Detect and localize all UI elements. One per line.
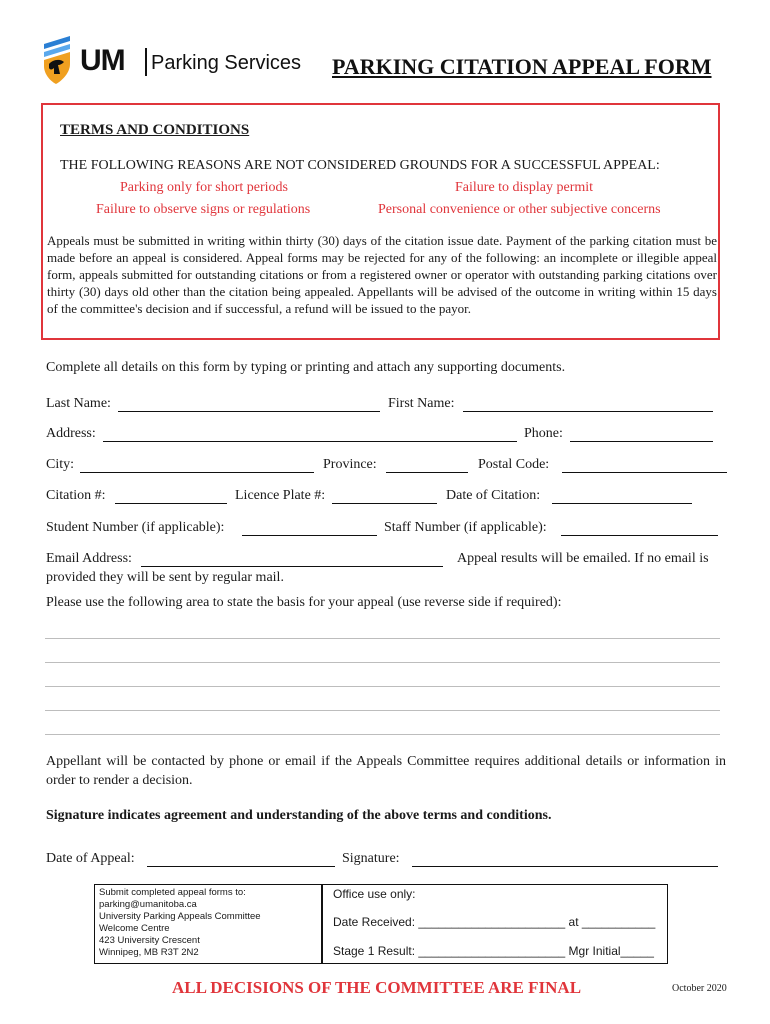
address-label: Address: (46, 426, 96, 441)
reason-item: Failure to display permit (455, 180, 594, 195)
form-title: PARKING CITATION APPEAL FORM (332, 54, 712, 79)
submit-line: 423 University Crescent (99, 935, 200, 946)
citation-field[interactable] (115, 503, 227, 504)
reason-item: Parking only for short periods (120, 180, 288, 195)
submit-instructions-box (94, 884, 322, 964)
student-number-field[interactable] (242, 535, 377, 536)
address-field[interactable] (103, 441, 517, 442)
reason-item: Personal convenience or other subjective concerns (378, 202, 661, 217)
postal-code-field[interactable] (562, 472, 727, 473)
terms-paragraph: Appeals must be submitted in writing within thirty (30) days of the citation issue date. Payment of the parking citation must be made before an appeal is considered. Appeal forms may be rejected for any of the following: an incomplete or illegible appeal form, appeals submitted for outstanding citations or from a registered owner or operator with outstanding parking citations over thirty (30) days old other than the citation being appealed. Appellants will be advised of the outcome in writing within 15 days of the committee's decision and if successful, a refund will be issued to the payor. (47, 233, 717, 316)
email-note-continued: provided they will be sent by regular mail. (46, 570, 284, 585)
city-field[interactable] (80, 472, 314, 473)
submit-line: University Parking Appeals Committee (99, 911, 261, 922)
email-label: Email Address: (46, 551, 132, 566)
date-of-citation-field[interactable] (552, 503, 692, 504)
email-field[interactable] (141, 566, 443, 567)
um-logo-icon (40, 34, 72, 86)
date-of-appeal-field[interactable] (147, 866, 335, 867)
appellant-contact-note: Appellant will be contacted by phone or email if the Appeals Committee requires additional details or information in order to render a decision. (46, 754, 726, 788)
submit-line: Welcome Centre (99, 923, 170, 934)
phone-label: Phone: (524, 426, 563, 441)
student-number-label: Student Number (if applicable): (46, 520, 225, 535)
province-label: Province: (323, 457, 377, 472)
brand-um: UM (80, 44, 125, 77)
appeal-basis-line[interactable] (45, 710, 720, 711)
signature-agreement: Signature indicates agreement and understanding of the above terms and conditions. (46, 808, 552, 823)
appeal-basis-line[interactable] (45, 734, 720, 735)
appeal-basis-line[interactable] (45, 686, 720, 687)
phone-field[interactable] (570, 441, 713, 442)
brand-divider (145, 48, 147, 76)
first-name-label: First Name: (388, 396, 455, 411)
signature-label: Signature: (342, 851, 400, 866)
last-name-label: Last Name: (46, 396, 111, 411)
staff-number-field[interactable] (561, 535, 718, 536)
brand-parking-services: Parking Services (151, 52, 302, 74)
submit-line: Winnipeg, MB R3T 2N2 (99, 947, 199, 958)
basis-prompt: Please use the following area to state the basis for your appeal (use reverse side if required): (46, 595, 562, 610)
licence-plate-label: Licence Plate #: (235, 488, 326, 503)
date-received-line: Date Received: ______________________ at ___________ (333, 915, 656, 929)
city-label: City: (46, 457, 75, 472)
signature-field[interactable] (412, 866, 718, 867)
licence-plate-field[interactable] (332, 503, 437, 504)
appeal-basis-line[interactable] (45, 638, 720, 639)
postal-code-label: Postal Code: (478, 457, 550, 472)
email-note: Appeal results will be emailed. If no email is (457, 551, 709, 566)
appeal-basis-line[interactable] (45, 662, 720, 663)
terms-heading: TERMS AND CONDITIONS (60, 122, 250, 138)
submit-email[interactable]: parking@umanitoba.ca (99, 899, 197, 910)
date-of-citation-label: Date of Citation: (446, 488, 541, 503)
reason-item: Failure to observe signs or regulations (96, 202, 311, 217)
office-use-title: Office use only: (333, 887, 416, 901)
province-field[interactable] (386, 472, 468, 473)
date-of-appeal-label: Date of Appeal: (46, 851, 135, 866)
terms-intro: THE FOLLOWING REASONS ARE NOT CONSIDERED GROUNDS FOR A SUCCESSFUL APPEAL: (60, 158, 660, 173)
final-decision-note: ALL DECISIONS OF THE COMMITTEE ARE FINAL (172, 978, 582, 997)
form-version-date: October 2020 (672, 983, 727, 994)
staff-number-label: Staff Number (if applicable): (384, 520, 547, 535)
office-use-box (322, 884, 668, 964)
last-name-field[interactable] (118, 411, 380, 412)
stage-result-line: Stage 1 Result: ______________________ Mgr Initial_____ (333, 944, 654, 958)
citation-label: Citation #: (46, 488, 106, 503)
submit-line: Submit completed appeal forms to: (99, 887, 246, 898)
form-instructions: Complete all details on this form by typing or printing and attach any supporting documents. (46, 360, 566, 375)
first-name-field[interactable] (463, 411, 713, 412)
